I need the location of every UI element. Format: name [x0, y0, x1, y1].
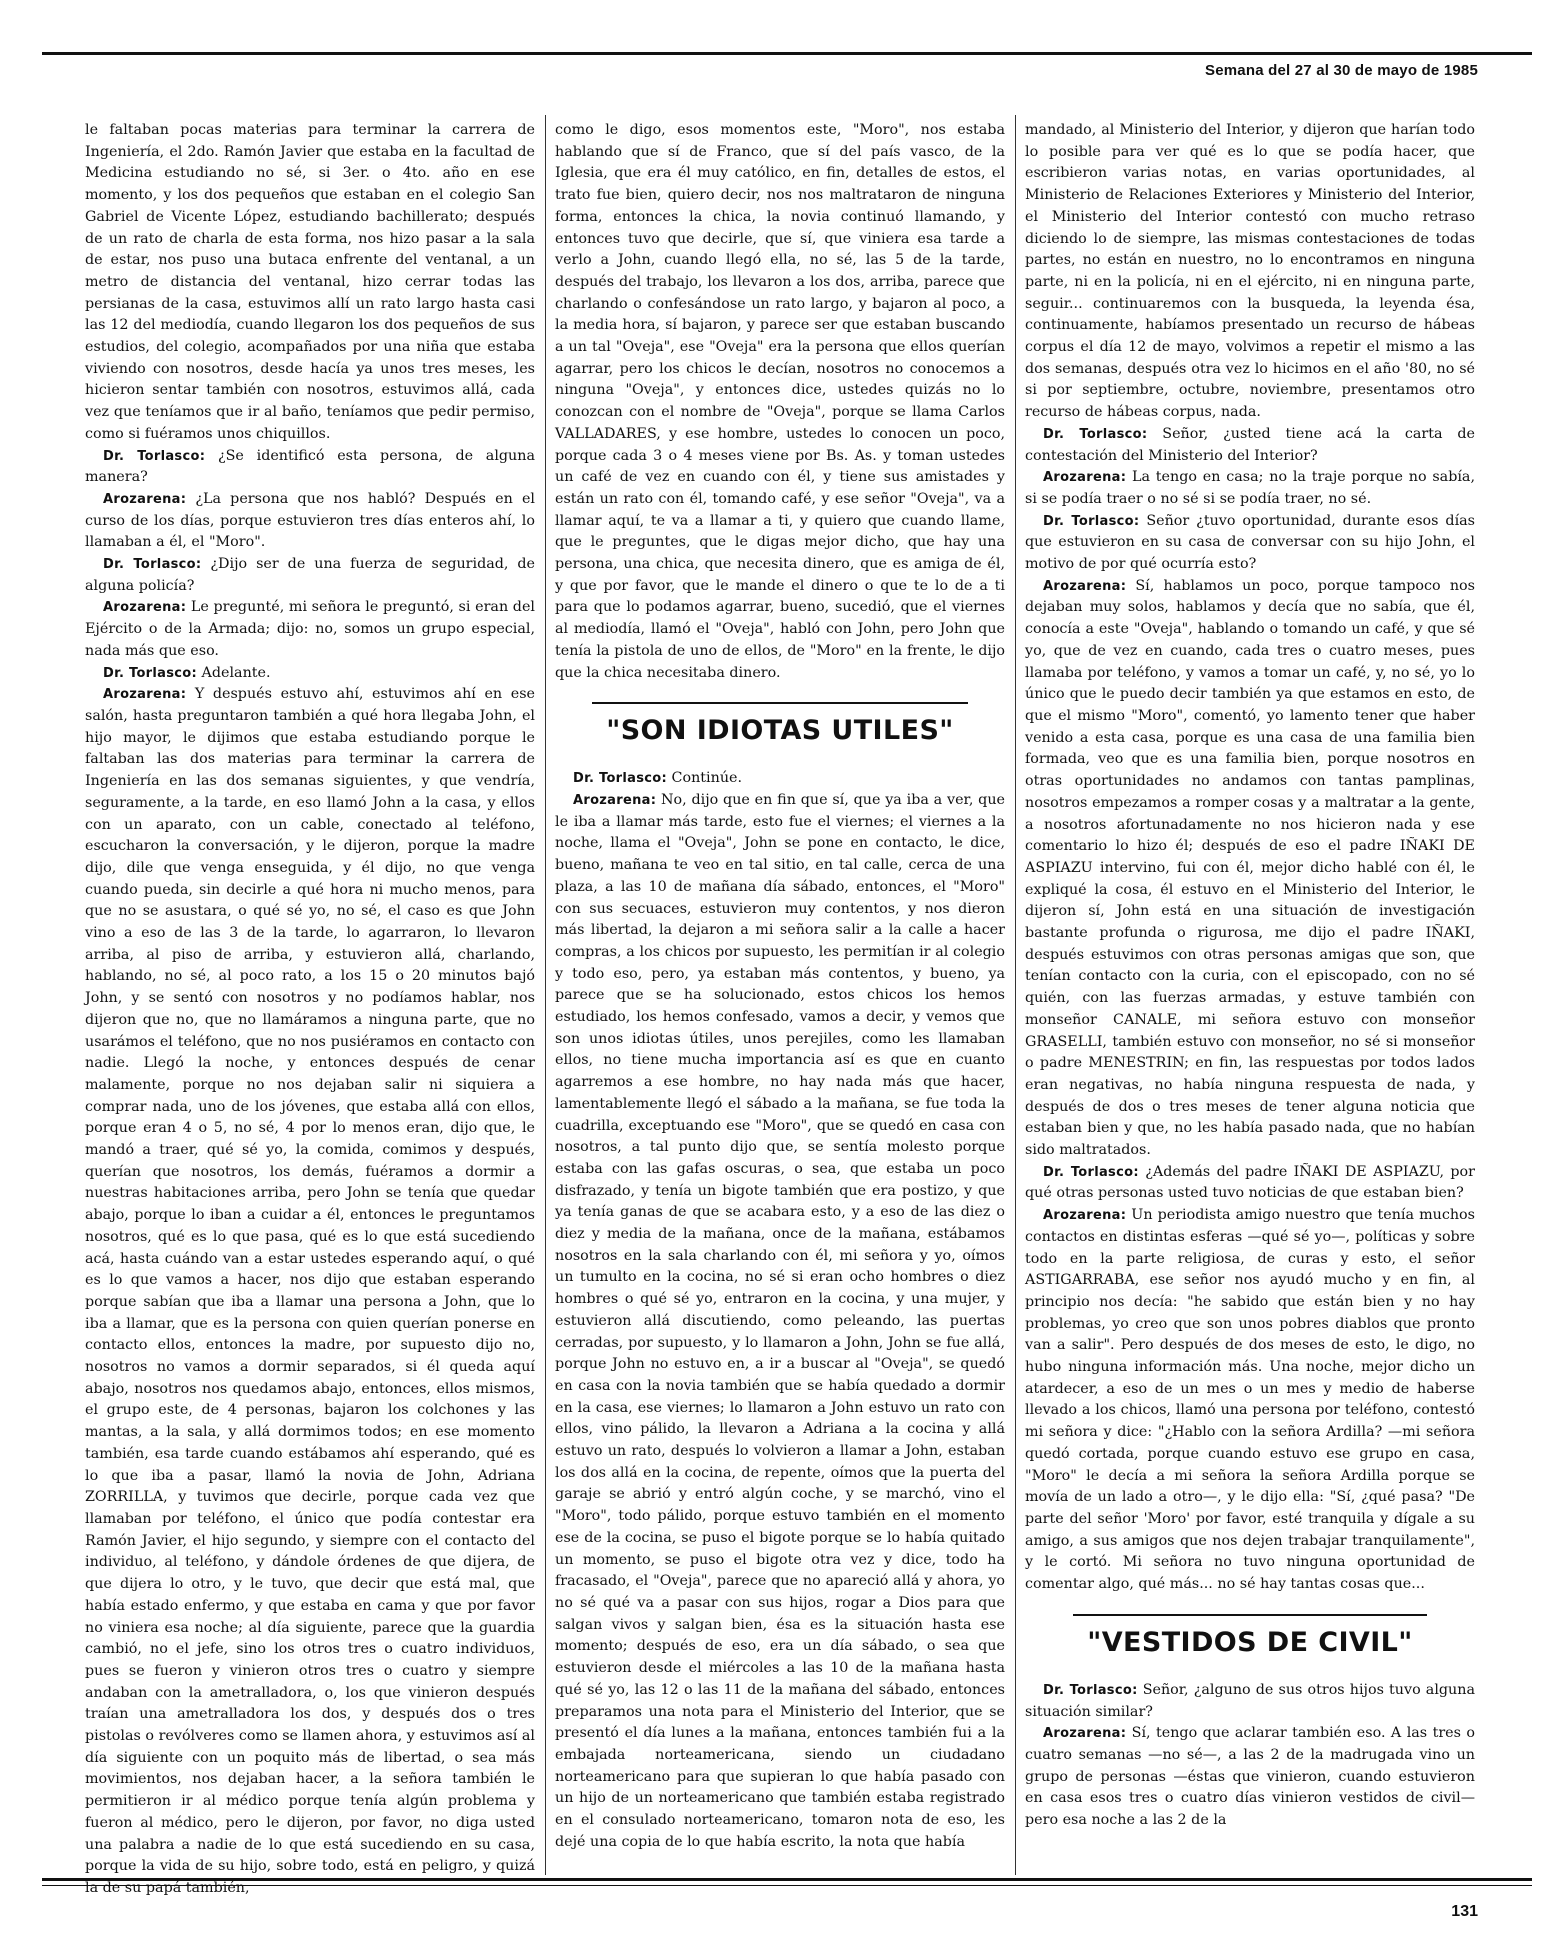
section-subheading	[1025, 1596, 1475, 1680]
paragraph-text: No, dijo que en fin que sí, que ya iba a ver, que le iba a llamar más tarde, esto fue el viernes; el viernes a la noche, llama el "Oveja", John se pone en contacto, le dice, bueno, mañana te veo en tal sitio, en tal calle, cerca de una plaza, a las 10 de mañana día sábado, entonces, el "Moro" con sus secuaces, estuvieron muy contentos, y nos dieron más libertad, la dejaron a mi señora salir a la calle a hacer compras, a los chicos por supuesto, les permitían ir al colegio y todo eso, pero, ya estaban más contentos, y bueno, ya parece que se ha solucionado, estos chicos los hemos estudiado, los hemos confesado, vamos a decir, y vemos que son unos idiotas útiles, unos perejiles, como les llamaban ellos, no tiene mucha importancia así es que en cuanto agarremos a ese hombre, no hay nada más que hacer, lamentablemente llegó el sábado a la mañana, se fue toda la cuadrilla, exceptuando ese "Moro", que se quedó en casa con nosotros, a tal punto dijo que, se sentía molesto porque estaba con las gafas oscuras, o sea, que estaba un poco disfrazado, y tenía un bigote también que era postizo, y que ya tenía ganas de que se acabara esto, y a eso de las diez o diez y media de la mañana, once de la mañana, estábamos nosotros en la sala charlando con él, mi señora y yo, oímos un tumulto en la cocina, no sé si eran ocho hombres o diez hombres o qué sé yo, entraron en la cocina, y una mujer, y estuvieron allá discutiendo, como peleando, las puertas cerradas, por supuesto, y lo llamaron a John, John se fue allá, porque John no estuvo en, a ir a buscar al "Oveja", se quedó en casa con la novia también que se había quedado a dormir en la casa, ese viernes; lo llamaron a John estuvo un rato con ellos, vino pálido, la llevaron a Adriana a la cocina y allá estuvo un rato, después lo volvieron a llamar a John, estaban los dos allá en la cocina, de repente, oímos que la puerta del garaje se abrió y entró algún coche, y se marchó, vino el "Moro", todo pálido, porque estuvo también en el momento ese de la cocina, se puso el bigote porque se lo había quitado un momento, se puso el bigote otra vez y dice, todo ha fracasado, el "Oveja", parece que no apareció allá y ahora, yo no sé qué va a pasar con sus hijos, rogar a Dios para que salgan vivos y salgan bien, ésa es la situación hasta ese momento; después de eso, era un día sábado, o sea que estuvieron desde el miércoles a las 10 de la mañana hasta qué sé yo, las 12 o las 11 de la mañana del sábado, entonces preparamos una nota para el Ministerio del Interior, que se presentó el día lunes a la mañana, entonces también fui a la embajada norteamericana, siendo un ciudadano norteamericano para que supieran lo que había pasado con un hijo de un norteamericano que también estaba registrado en el consulado norteamericano, tomaron nota de eso, les dejé una copia de lo que había escrito, la nota que había	[555, 791, 1005, 1850]
dialogue-paragraph	[1025, 424, 1475, 467]
speaker-label: Dr. Torlasco:	[1043, 426, 1148, 442]
dialogue-paragraph	[85, 446, 535, 489]
speaker-label: Dr. Torlasco:	[103, 448, 206, 464]
paragraph-text: Sí, hablamos un poco, porque tampoco nos dejaban muy solos, hablamos y decía que no sabía, que él, conocía a este "Oveja", hablando o tomando un café, y que sé yo, que de vez en cuando, cada tres o cuatro meses, pues llamaba por teléfono, y vamos a tomar un café, y, no sé, yo lo único que le puedo decir también ya que estamos en esto, de que el mismo "Moro", comentó, yo lamento tener que haber venido a esta casa, porque es una casa de una familia bien formada, veo que es una familia bien, porque nosotros en otras oportunidades no andamos con tantas pamplinas, nosotros empezamos a romper cosas y a maltratar a la gente, a nosotros afortunadamente no nos hicieron nada y ese comentario lo hizo él; después de eso el padre IÑAKI DE ASPIAZU intervino, fui con él, mejor dicho hablé con él, le expliqué la cosa, él estuvo en el Ministerio del Interior, le dijeron sí, John está en una situación de investigación bastante profunda o rigurosa, me dijo el padre IÑAKI, después estuvimos con otras personas amigas que son, que tenían contacto con la curia, con el episcopado, con no sé quién, con las fuerzas armadas, y estuve también con monseñor CANALE, mi señora estuvo con monseñor GRASELLI, también estuvo con monseñor, no sé si monseñor o padre MENESTRIN; en fin, las respuestas por todos lados eran negativas, no había ninguna respuesta de nada, y después de dos o tres meses de tener alguna noticia que estaban bien y que, no les había pasado nada, que no habían sido maltratados.	[1025, 577, 1475, 1159]
section-subheading	[555, 684, 1005, 768]
text-column-2	[555, 120, 1005, 1865]
speaker-label: Arozarena:	[1043, 1208, 1127, 1224]
speaker-label: Dr. Torlasco:	[1043, 513, 1140, 529]
column-divider	[1015, 115, 1016, 1875]
text-column-1	[85, 120, 536, 1896]
speaker-label: Arozarena:	[573, 792, 657, 808]
speaker-label: Dr. Torlasco:	[1043, 1682, 1138, 1698]
speaker-label: Arozarena:	[103, 600, 187, 616]
footer-rule	[42, 1878, 1532, 1881]
dialogue-paragraph	[1025, 1680, 1475, 1723]
speaker-label: Dr. Torlasco:	[103, 665, 197, 681]
speaker-label: Arozarena:	[103, 491, 187, 507]
paragraph-text: ¿Además del padre IÑAKI DE ASPIAZU, por qué otras personas usted tuvo noticias de que estaban bien?	[1025, 1163, 1475, 1202]
dialogue-paragraph	[85, 684, 535, 1899]
speaker-label: Dr. Torlasco:	[103, 557, 202, 573]
dialogue-paragraph	[85, 663, 535, 685]
dialogue-paragraph	[1025, 1162, 1475, 1205]
paragraph-text: La tengo en casa; no la traje porque no sabía, si se podía traer o no sé si se podía traer, no sé.	[1025, 469, 1475, 507]
speaker-label: Arozarena:	[1043, 1726, 1127, 1742]
paragraph-text: Continúe.	[671, 770, 743, 787]
speaker-label: Dr. Torlasco:	[1043, 1164, 1139, 1180]
speaker-label: Arozarena:	[1043, 578, 1127, 594]
paragraph	[1025, 120, 1475, 424]
dialogue-paragraph	[1025, 1205, 1475, 1596]
page-number: 131	[1451, 1903, 1478, 1920]
column-divider	[545, 115, 546, 1875]
paragraph-text: le faltaban pocas materias para terminar la carrera de Ingeniería, el 2do. Ramón Javier que estaba en la facultad de Medicina estudiando no sé, si 3er. o 4to. año en ese momento, y los dos pequeños que estaban en el colegio San Gabriel de Vicente López, estudiando bachillerato; después de un rato de charla de esta forma, nos hizo pasar a la sala de estar, nos puso una butaca enfrente del ventanal, a un metro de distancia del ventanal, hizo cerrar todas las persianas de la casa, estuvimos allí un rato largo hasta casi las 12 del mediodía, cuando llegaron los dos pequeños de sus estudios, del colegio, acompañados por una niña que estaba viviendo con nosotros, desde hacía ya unos tres meses, les hicieron sentar también con nosotros, estuvimos allá, cada vez que teníamos que ir al baño, teníamos que pedir permiso, como si fuéramos unos chiquillos.	[85, 122, 535, 442]
text-column-3	[1025, 120, 1475, 1865]
paragraph-text: Un periodista amigo nuestro que tenía muchos contactos en distintas esferas —qué sé yo—, políticas y sobre todo en la parte religiosa, de curas y esto, el señor ASTIGARRABA, ese señor nos ayudó mucho y en fin, al principio nos decía: "he sabido que están bien y no hay problemas, yo creo que son unos pobres diablos que pronto van a salir". Pero después de dos meses de esto, le digo, no hubo ninguna información más. Una noche, mejor dicho un atardecer, a eso de un mes o un mes y medio de haberse llevado a los chicos, llamó una persona por teléfono, contestó mi señora y dice: "¿Hablo con la señora Ardilla? —mi señora quedó cortada, porque cuando estuvo ese grupo en casa, "Moro" le decía a mi señora la señora Ardilla porque se movía de un lado a otro—, y le dijo ella: "Sí, ¿qué pasa? "De parte del señor 'Moro' por favor, esté tranquila y dígale a su amigo, a sus amigos que nos dejen trabajar tranquilamente", y le cortó. Mi señora no tuvo ninguna oportunidad de comentar algo, qué más... no sé hay tantas cosas que...	[1025, 1207, 1475, 1593]
paragraph-text: Señor, ¿usted tiene acá la carta de contestación del Ministerio del Interior?	[1025, 425, 1476, 464]
paragraph-text: Le pregunté, mi señora le preguntó, si eran del Ejército o de la Armada; dijo: no, somos un grupo especial, nada más que eso.	[85, 599, 535, 659]
speaker-label: Dr. Torlasco:	[573, 771, 667, 787]
dialogue-paragraph	[1025, 511, 1475, 576]
dialogue-paragraph	[85, 489, 535, 554]
paragraph-text: Señor, ¿alguno de sus otros hijos tuvo alguna situación similar?	[1025, 1681, 1475, 1720]
paragraph-text: Y después estuvo ahí, estuvimos ahí en ese salón, hasta preguntaron también a qué hora llegaba John, el hijo mayor, le dijimos que estaba estudiando porque le faltaban las dos materias para terminar la carrera de Ingeniería en las dos semanas siguientes, y que vendría, seguramente, a la tarde, en eso llamó John a la casa, y ellos con un aparato, con un cable, conectado al teléfono, escucharon la conversación, y le dijeron, porque la madre dijo, dile que venga enseguida, y él dijo, no que venga cuando pueda, sin decirle a qué hora ni mucho menos, para que no se asustara, o qué sé yo, no sé, el caso es que John vino a eso de las 3 de la tarde, lo agarraron, lo llevaron arriba, al piso de arriba, y estuvieron allá, charlando, hablando, no sé, al poco rato, a los 15 o 20 minutos bajó John, y se sentó con nosotros y no podíamos hablar, nos dijeron que no, que no llamáramos a ninguna parte, que no usarámos el teléfono, que no nos pusiéramos en contacto con nadie. Llegó la noche, y entonces después de cenar malamente, porque no nos dejaban salir ni siquiera a comprar nada, uno de los jóvenes, que estaba allá con ellos, porque eran 4 o 5, no sé, 4 por lo menos eran, dijo que, le mandó a traer, qué sé yo, la comida, comimos y después, querían que nosotros, los demás, fuéramos a dormir a nuestras habitaciones arriba, pero John se tenía que quedar abajo, porque lo iban a cuidar a él, entonces le preguntamos nosotros, qué es lo que pasa, qué es lo que está sucediendo acá, hasta cuándo van a estar ustedes esperando aquí, o qué es lo que vamos a hacer, nos dijo que estaban esperando porque sabían que iba a llamar una persona a John, que lo iba a llamar, que es la persona con quien querían ponerse en contacto ellos, entonces la madre, por supuesto dijo no, nosotros no vamos a dormir separados, si él queda aquí abajo, nosotros nos quedamos abajo, entonces, ellos mismos, el grupo este, de 4 personas, bajaron los colchones y las mantas, a la sala, y allá dormimos todos; en ese momento también, esa tarde cuando estábamos ahí esperando, qué es lo que iba a pasar, llamó la novia de John, Adriana ZORRILLA, y tuvimos que decirle, porque cada vez que llamaban por teléfono, el único que podía contestar era Ramón Javier, el hijo segundo, y siempre con el contacto del individuo, al teléfono, y dándole órdenes de que dijera, de que dijera lo otro, y le tuvo, que decir que está mal, que había estado enfermo, y que estaba en cama y que por favor no viniera esa noche; al día siguiente, parece que la guardia cambió, no el jefe, sino los otros tres o cuatro individuos, pues se fueron y vinieron otros tres o cuatro y siempre andaban con la ametralladora, o, los que vinieron después traían una ametralladora los dos, y después dos o tres pistolas o revólveres como se llamen ahora, y estuvimos así al día siguiente con un poquito más de libertad, o sea más movimientos, nos dejaban hacer, a la señora también le permitieron ir al médico porque tenía algún problema y fueron al médico, pero le dijeron, por favor, no diga usted una palabra a nadie de lo que está sucediendo en su casa, porque la vida de su hijo, sobre todo, está en peligro, y quizá la de su papá también,	[85, 686, 535, 1896]
dialogue-paragraph	[85, 597, 535, 662]
dialogue-paragraph	[555, 790, 1005, 1853]
paragraph-text: mandado, al Ministerio del Interior, y dijeron que harían todo lo posible para ver qué es lo que se podía hacer, que escribieron varias notas, en varias oportunidades, al Ministerio de Relaciones Exteriores y Ministerio del Interior, el Ministerio del Interior contestó con mucho retraso diciendo lo de siempre, las mismas contestaciones de todas partes, no están en nuestro, no lo encontramos en ninguna parte, ni en la policía, ni en el ejército, ni en ninguna parte, seguir... continuaremos con la busqueda, la leyenda ésa, continuamente, habíamos presentado un recurso de hábeas corpus el día 12 de mayo, volvimos a repetir el mismo a las dos semanas, después otra vez lo hicimos en el año '80, no sé si por septiembre, octubre, noviembre, presentamos otro recurso de hábeas corpus, nada.	[1025, 122, 1475, 421]
paragraph-text: como le digo, esos momentos este, "Moro", nos estaba hablando que sí de Franco, que sí del país vasco, de la Iglesia, que era él muy católico, en fin, detalles de estos, el trato fue bien, quiero decir, nos nos maltrataron de ninguna forma, entonces la chica, la novia continuó llamando, y entonces tuvo que decirle, que sí, que viniera esa tarde a verlo a John, cuando llegó ella, no sé, las 5 de la tarde, después del trabajo, los llevaron a los dos, arriba, parece que charlando o confesándose un rato largo, y bajaron al poco, a la media hora, sí bajaron, y parece ser que estaban buscando a un tal "Oveja", ese "Oveja" era la persona que ellos querían agarrar, pero los chicos le decían, nosotros no conocemos a ninguna "Oveja", y entonces dice, ustedes quizás no lo conozcan con el nombre de "Oveja", porque se llama Carlos VALLADARES, y ese hombre, ustedes lo conocen un poco, porque cada 3 o 4 meses viene por Bs. As. y toman ustedes un café de vez en cuando con él, y tiene sus amistades y están un rato con él, tomando café, y ese señor "Oveja", va a llamar aquí, te va a llamar a ti, y quiero que cuando llame, que le preguntes, que le digas mejor dicho, que hay una persona, una chica, que necesita dinero, que es amiga de él, y que por favor, que le mande el dinero o que te lo de a ti para que lo podamos agarrar, bueno, sucedió, que el viernes al mediodía, llamó el "Oveja", habló con John, pero John que tenía la pistola de uno de ellos, de "Moro" en la frente, le dijo que la chica necesitaba dinero.	[555, 122, 1005, 681]
dialogue-paragraph	[1025, 467, 1475, 510]
subheading-text: "VESTIDOS DE CIVIL"	[1073, 1618, 1426, 1666]
paragraph-text: Adelante.	[201, 664, 271, 681]
paragraph	[555, 120, 1005, 684]
paragraph-text: ¿Se identificó esta persona, de alguna manera?	[85, 447, 535, 486]
header-rule	[42, 52, 1532, 55]
issue-date: Semana del 27 al 30 de mayo de 1985	[1205, 62, 1478, 79]
speaker-label: Arozarena:	[1043, 470, 1127, 486]
footer-rule-thin	[42, 1885, 1532, 1886]
speaker-label: Arozarena:	[103, 687, 187, 703]
paragraph-text: Señor ¿tuvo oportunidad, durante esos días que estuvieron en su casa de conversar con su hijo John, el motivo de por qué ocurría esto?	[1025, 512, 1476, 573]
dialogue-paragraph	[1025, 576, 1475, 1162]
subheading-text: "SON IDIOTAS UTILES"	[592, 706, 968, 754]
paragraph-text: ¿La persona que nos habló? Después en el curso de los días, porque estuvieron tres días enteros ahí, lo llamaban a él, el "Moro".	[85, 490, 535, 551]
dialogue-paragraph	[85, 554, 535, 597]
dialogue-paragraph	[555, 768, 1005, 790]
paragraph-text: ¿Dijo ser de una fuerza de seguridad, de alguna policía?	[85, 556, 536, 594]
paragraph-text: Sí, tengo que aclarar también eso. A las tres o cuatro semanas —no sé—, a las 2 de la madrugada vino un grupo de personas —éstas que vinieron, cuando estuvieron en casa esos tres o cuatro días vinieron vestidos de civil— pero esa noche a las 2 de la	[1025, 1725, 1475, 1829]
paragraph	[85, 120, 535, 446]
dialogue-paragraph	[1025, 1723, 1475, 1832]
